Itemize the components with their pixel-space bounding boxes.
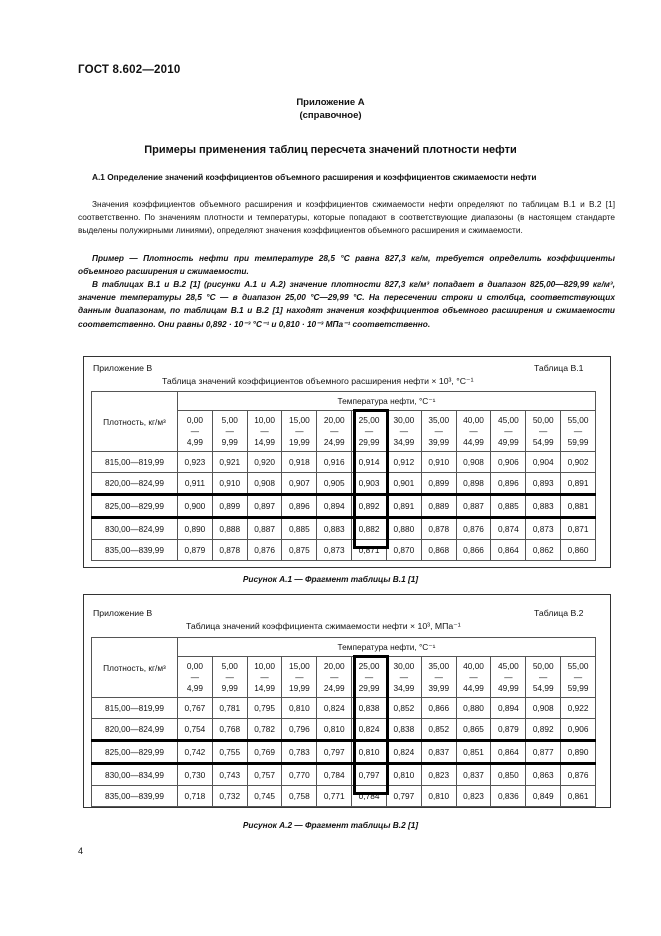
table-cell: 0,866 <box>456 540 491 561</box>
table-cell: 0,879 <box>491 719 526 741</box>
temperature-range: 0,00 — 4,99 <box>178 657 213 698</box>
temperature-range: 10,00 — 14,99 <box>247 657 282 698</box>
table-b1-number: Таблица В.1 <box>534 363 584 373</box>
example-detail-paragraph: В таблицах В.1 и В.2 [1] (рисунки А.1 и А.2) значение плотности 827,3 кг/м³ попадает в диапазон 825,00—829,99 кг/м³, значение температуры 28,5 °С — в диапазон 25,00 °С—29,99 °С. На пересечении строки и столбца, соответствующих данным диапазонам, по таблицам В.1 и В.2 [1] находят значения коэффициентов объемного расширения и сжимаемости соответственно. Они равны 0,892 · 10⁻³ °С⁻¹ и 0,810 · 10⁻³ МПа⁻¹ соответственно. <box>78 279 615 329</box>
table-row <box>92 473 596 495</box>
table-cell: 0,782 <box>247 719 282 741</box>
appendix-a-note: (справочное) <box>299 110 362 121</box>
table-cell: 0,911 <box>178 473 213 495</box>
temperature-range: 0,00 — 4,99 <box>178 411 213 452</box>
temperature-range: 55,00 — 59,99 <box>561 657 596 698</box>
table-cell: 0,852 <box>421 719 456 741</box>
table-cell: 0,743 <box>212 764 247 786</box>
table-cell: 0,910 <box>421 452 456 473</box>
table-cell: 0,767 <box>178 698 213 719</box>
table-row <box>92 495 596 518</box>
table-cell: 0,891 <box>386 495 421 518</box>
table-cell: 0,824 <box>352 719 387 741</box>
table-cell: 0,781 <box>212 698 247 719</box>
table-cell: 0,797 <box>386 786 421 807</box>
table-cell: 0,879 <box>178 540 213 561</box>
temperature-range: 45,00 — 49,99 <box>491 657 526 698</box>
table-cell: 0,901 <box>386 473 421 495</box>
intro-paragraph: Значения коэффициентов объемного расширения и коэффициентов сжимаемости нефти определяют по таблицам В.1 и В.2 [1] соответственно. По значениям плотности и температуры, которые попадают в соответствующие диапазоны (в настоящем стандарте выделены полужирными линиями), определяют значения коэффициентов объемного расширения и сжимаемости. <box>78 199 615 236</box>
table-cell: 0,837 <box>421 741 456 764</box>
table-cell: 0,910 <box>212 473 247 495</box>
figure-a1-caption: Рисунок А.1 — Фрагмент таблицы В.1 [1] <box>242 574 419 584</box>
table-cell: 0,902 <box>561 452 596 473</box>
temperature-range: 30,00 — 34,99 <box>386 657 421 698</box>
table-cell: 0,908 <box>456 452 491 473</box>
table-cell: 0,849 <box>526 786 561 807</box>
density-header: Плотность, кг/м³ <box>92 392 178 452</box>
table-cell: 0,874 <box>491 518 526 540</box>
temperature-range: 25,00 — 29,99 <box>352 657 387 698</box>
table-cell: 0,906 <box>491 452 526 473</box>
table-cell: 0,897 <box>247 495 282 518</box>
table-b1-caption: Таблица значений коэффициентов объемного расширения нефти × 10³, °С⁻¹ <box>162 376 474 386</box>
table-cell: 0,754 <box>178 719 213 741</box>
density-range: 825,00—829,99 <box>92 741 178 764</box>
table-cell: 0,916 <box>317 452 352 473</box>
appendix-a-name: Приложение А <box>296 97 365 108</box>
temperature-range: 25,00 — 29,99 <box>352 411 387 452</box>
temperature-header: Температура нефти, °С⁻¹ <box>178 392 596 411</box>
temperature-range: 45,00 — 49,99 <box>491 411 526 452</box>
table-cell: 0,878 <box>212 540 247 561</box>
table-cell: 0,894 <box>317 495 352 518</box>
table-cell: 0,905 <box>317 473 352 495</box>
table-cell: 0,770 <box>282 764 317 786</box>
table-cell: 0,880 <box>456 698 491 719</box>
table-cell: 0,887 <box>247 518 282 540</box>
table-cell: 0,878 <box>421 518 456 540</box>
table-cell: 0,881 <box>561 495 596 518</box>
table-cell: 0,889 <box>421 495 456 518</box>
table-cell: 0,758 <box>282 786 317 807</box>
table-row <box>92 698 596 719</box>
table-row <box>92 540 596 561</box>
table-cell: 0,870 <box>386 540 421 561</box>
table-cell: 0,899 <box>212 495 247 518</box>
table-cell: 0,893 <box>526 473 561 495</box>
table-b1-appendix: Приложение В <box>93 363 153 373</box>
table-cell: 0,914 <box>352 452 387 473</box>
table-cell: 0,921 <box>212 452 247 473</box>
table-cell: 0,860 <box>561 540 596 561</box>
table-cell: 0,900 <box>178 495 213 518</box>
table-cell: 0,783 <box>282 741 317 764</box>
table-cell: 0,912 <box>386 452 421 473</box>
table-cell: 0,810 <box>317 719 352 741</box>
table-row <box>92 741 596 764</box>
table-cell: 0,864 <box>491 741 526 764</box>
table-cell: 0,908 <box>526 698 561 719</box>
table-cell: 0,898 <box>456 473 491 495</box>
table-cell: 0,796 <box>282 719 317 741</box>
table-cell: 0,745 <box>247 786 282 807</box>
table-cell: 0,797 <box>317 741 352 764</box>
table-cell: 0,883 <box>526 495 561 518</box>
temperature-header: Температура нефти, °С⁻¹ <box>178 638 596 657</box>
table-row <box>92 518 596 540</box>
table-cell: 0,888 <box>212 518 247 540</box>
temperature-range: 5,00 — 9,99 <box>212 657 247 698</box>
density-header: Плотность, кг/м³ <box>92 638 178 698</box>
density-range: 815,00—819,99 <box>92 698 178 719</box>
table-cell: 0,871 <box>352 540 387 561</box>
table-cell: 0,871 <box>561 518 596 540</box>
table-cell: 0,876 <box>247 540 282 561</box>
table-cell: 0,863 <box>526 764 561 786</box>
table-cell: 0,769 <box>247 741 282 764</box>
table-cell: 0,810 <box>282 698 317 719</box>
table-cell: 0,838 <box>352 698 387 719</box>
temperature-range: 10,00 — 14,99 <box>247 411 282 452</box>
table-cell: 0,864 <box>491 540 526 561</box>
temperature-range: 35,00 — 39,99 <box>421 411 456 452</box>
temperature-range: 5,00 — 9,99 <box>212 411 247 452</box>
table-cell: 0,882 <box>352 518 387 540</box>
table-row <box>92 452 596 473</box>
table-cell: 0,732 <box>212 786 247 807</box>
table-b2-number: Таблица В.2 <box>534 608 584 618</box>
temperature-range: 15,00 — 19,99 <box>282 657 317 698</box>
table-cell: 0,823 <box>456 786 491 807</box>
temperature-range: 20,00 — 24,99 <box>317 411 352 452</box>
table-b2-caption: Таблица значений коэффициента сжимаемости нефти × 10³, МПа⁻¹ <box>186 621 461 631</box>
table-cell: 0,862 <box>526 540 561 561</box>
temperature-range: 40,00 — 44,99 <box>456 411 491 452</box>
table-cell: 0,718 <box>178 786 213 807</box>
table-b1 <box>91 391 596 561</box>
temperature-range: 30,00 — 34,99 <box>386 411 421 452</box>
table-b2-appendix: Приложение В <box>93 608 153 618</box>
table-cell: 0,918 <box>282 452 317 473</box>
density-range: 830,00—824,99 <box>92 518 178 540</box>
table-cell: 0,890 <box>561 741 596 764</box>
table-cell: 0,885 <box>491 495 526 518</box>
temperature-range: 55,00 — 59,99 <box>561 411 596 452</box>
table-cell: 0,810 <box>352 741 387 764</box>
section-heading: А.1 Определение значений коэффициентов объемного расширения и коэффициентов сжимаемости нефти <box>92 172 537 182</box>
table-cell: 0,876 <box>456 518 491 540</box>
table-cell: 0,797 <box>352 764 387 786</box>
table-cell: 0,771 <box>317 786 352 807</box>
table-cell: 0,824 <box>317 698 352 719</box>
table-cell: 0,887 <box>456 495 491 518</box>
table-cell: 0,875 <box>282 540 317 561</box>
table-cell: 0,824 <box>386 741 421 764</box>
table-cell: 0,923 <box>178 452 213 473</box>
table-cell: 0,892 <box>352 495 387 518</box>
table-cell: 0,892 <box>526 719 561 741</box>
temperature-range: 50,00 — 54,99 <box>526 657 561 698</box>
table-cell: 0,891 <box>561 473 596 495</box>
table-cell: 0,852 <box>386 698 421 719</box>
table-cell: 0,903 <box>352 473 387 495</box>
table-row <box>92 719 596 741</box>
table-cell: 0,810 <box>386 764 421 786</box>
document-header: ГОСТ 8.602—2010 <box>78 64 181 76</box>
table-cell: 0,885 <box>282 518 317 540</box>
table-cell: 0,908 <box>247 473 282 495</box>
table-cell: 0,757 <box>247 764 282 786</box>
appendix-a-heading <box>0 96 661 122</box>
table-cell: 0,866 <box>421 698 456 719</box>
table-cell: 0,837 <box>456 764 491 786</box>
density-range: 820,00—824,99 <box>92 473 178 495</box>
temperature-range: 50,00 — 54,99 <box>526 411 561 452</box>
temperature-range: 40,00 — 44,99 <box>456 657 491 698</box>
density-range: 815,00—819,99 <box>92 452 178 473</box>
temperature-range: 20,00 — 24,99 <box>317 657 352 698</box>
table-cell: 0,894 <box>491 698 526 719</box>
table-row <box>92 764 596 786</box>
table-cell: 0,795 <box>247 698 282 719</box>
table-cell: 0,836 <box>491 786 526 807</box>
table-cell: 0,730 <box>178 764 213 786</box>
table-cell: 0,922 <box>561 698 596 719</box>
table-cell: 0,742 <box>178 741 213 764</box>
table-cell: 0,896 <box>491 473 526 495</box>
table-cell: 0,873 <box>526 518 561 540</box>
table-cell: 0,896 <box>282 495 317 518</box>
table-cell: 0,920 <box>247 452 282 473</box>
table-cell: 0,784 <box>352 786 387 807</box>
table-cell: 0,899 <box>421 473 456 495</box>
table-cell: 0,810 <box>421 786 456 807</box>
table-cell: 0,784 <box>317 764 352 786</box>
table-cell: 0,876 <box>561 764 596 786</box>
table-cell: 0,768 <box>212 719 247 741</box>
figure-a2-caption: Рисунок А.2 — Фрагмент таблицы В.2 [1] <box>242 820 419 830</box>
table-cell: 0,877 <box>526 741 561 764</box>
table-cell: 0,880 <box>386 518 421 540</box>
table-b2 <box>91 637 596 807</box>
table-cell: 0,907 <box>282 473 317 495</box>
table-cell: 0,851 <box>456 741 491 764</box>
table-cell: 0,906 <box>561 719 596 741</box>
table-cell: 0,883 <box>317 518 352 540</box>
density-range: 830,00—834,99 <box>92 764 178 786</box>
table-cell: 0,890 <box>178 518 213 540</box>
table-cell: 0,861 <box>561 786 596 807</box>
page-number: 4 <box>78 846 84 856</box>
table-cell: 0,850 <box>491 764 526 786</box>
table-cell: 0,755 <box>212 741 247 764</box>
page-title: Примеры применения таблиц пересчета значений плотности нефти <box>144 144 517 156</box>
density-range: 820,00—824,99 <box>92 719 178 741</box>
table-row <box>92 786 596 807</box>
table-cell: 0,904 <box>526 452 561 473</box>
table-cell: 0,873 <box>317 540 352 561</box>
density-range: 825,00—829,99 <box>92 495 178 518</box>
density-range: 835,00—839,99 <box>92 540 178 561</box>
example-paragraph: Пример — Плотность нефти при температуре 28,5 °С равна 827,3 кг/м, требуется определить коэффициенты объемного расширения и сжимаемости. <box>78 253 615 277</box>
table-cell: 0,865 <box>456 719 491 741</box>
table-cell: 0,823 <box>421 764 456 786</box>
density-range: 835,00—839,99 <box>92 786 178 807</box>
temperature-range: 35,00 — 39,99 <box>421 657 456 698</box>
table-cell: 0,838 <box>386 719 421 741</box>
table-cell: 0,868 <box>421 540 456 561</box>
temperature-range: 15,00 — 19,99 <box>282 411 317 452</box>
